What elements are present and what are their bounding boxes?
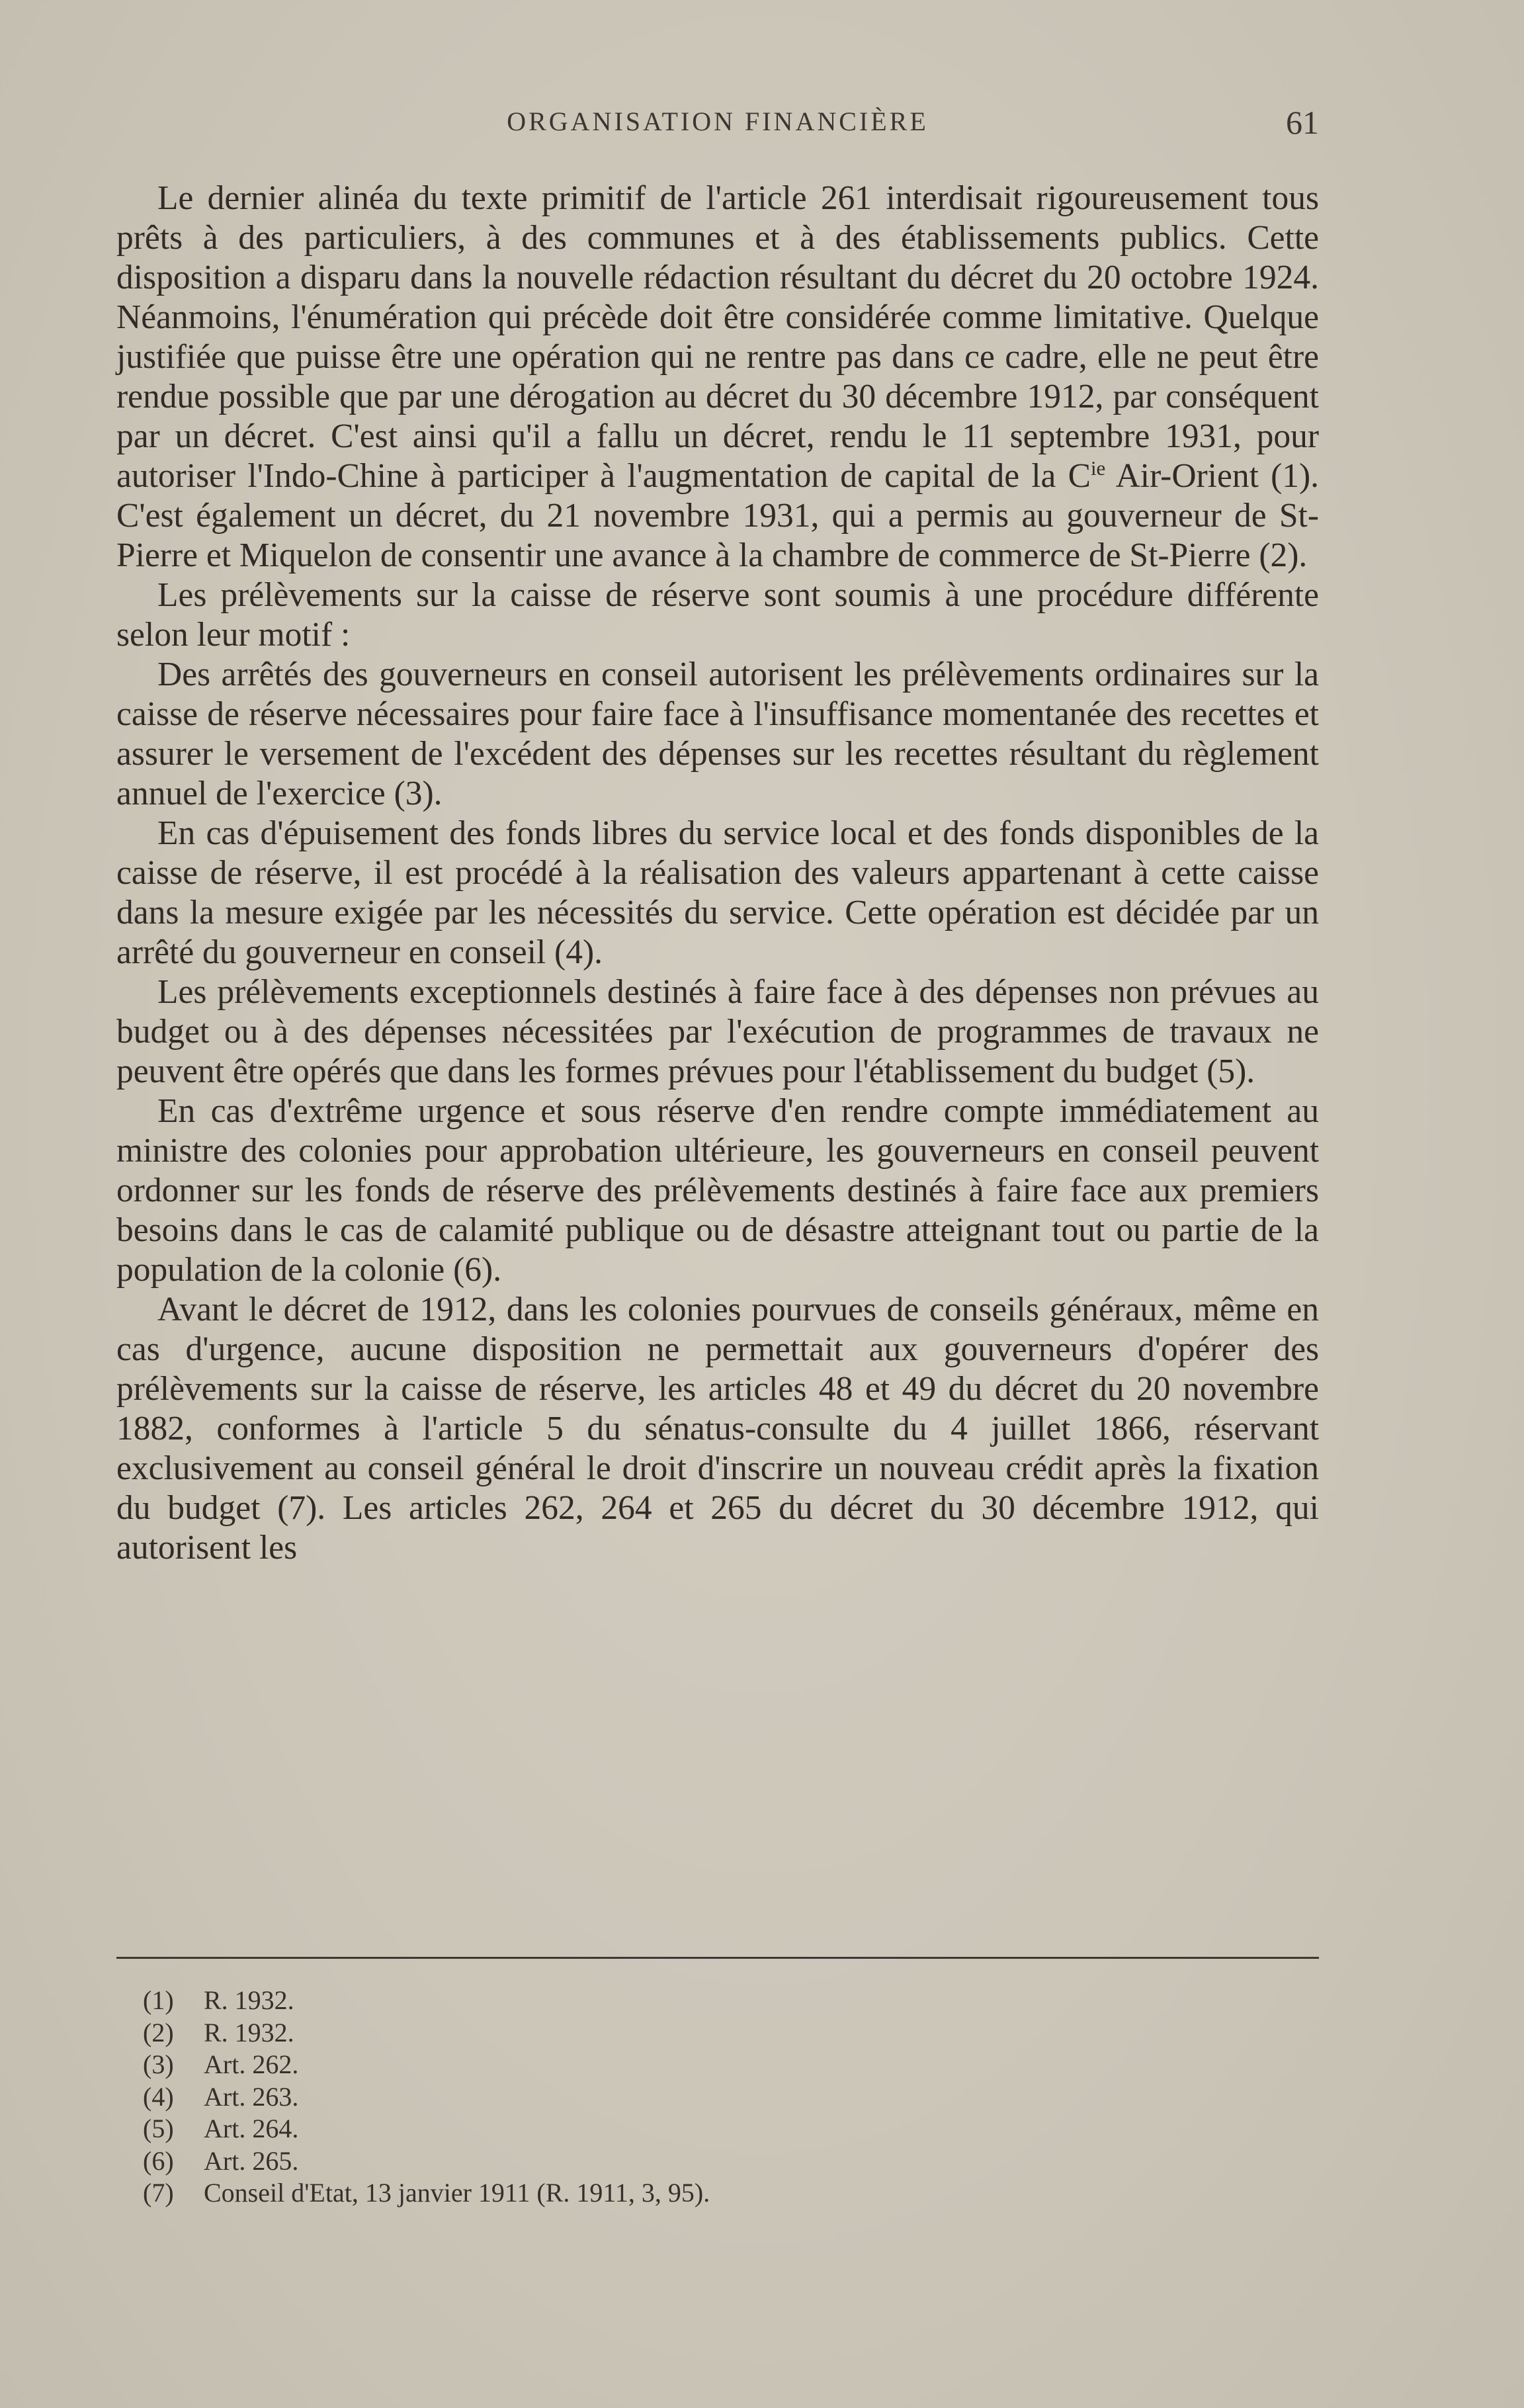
footnote-text: Art. 262.: [204, 2049, 299, 2079]
superscript-ie: ie: [1090, 456, 1106, 480]
footnote-number: (3): [143, 2049, 174, 2079]
paragraph-1: [116, 179, 1319, 576]
footnote-number: (4): [143, 2081, 174, 2112]
paragraph-1-text: Le dernier alinéa du texte primitif de l'article 261 interdisait rigoureusement tous prêts à des particuliers, à des communes et à des établissements publics. Cette disposition a disparu dans la nouvelle rédaction résultant du décret du 20 octobre 1924. Néanmoins, l'énumération qui précède doit être considérée comme limitative. Quelque justifiée que puisse être une opération qui ne rentre pas dans ce cadre, elle ne peut être rendue possible que par une dérogation au décret du 30 décembre 1912, par conséquent par un décret. C'est ainsi qu'il a fallu un décret, rendu le 11 septembre 1931, pour autoriser l'Indo-Chine à participer à l'augmentation de capital de la C: [116, 179, 1319, 495]
footnote-number: (1): [143, 1985, 174, 2015]
paragraph-5: Les prélèvements exceptionnels destinés à faire face à des dépenses non prévues au budget ou à des dépenses nécessitées par l'exécution de programmes de travaux ne peuvent être opérés que dans les formes prévues pour l'établissement du budget (5).: [116, 973, 1319, 1090]
footnote-6: [143, 2145, 1307, 2178]
footnote-number: (6): [143, 2145, 174, 2176]
footnote-4: [143, 2081, 1307, 2114]
body-text: [116, 179, 1319, 1568]
paragraph-7: Avant le décret de 1912, dans les colonies pourvues de conseils généraux, même en cas d'urgence, aucune disposition ne permettait aux gouverneurs d'opérer des prélèvements sur la caisse de réserve, les articles 48 et 49 du décret du 20 novembre 1882, conformes à l'article 5 du sénatus-consulte du 4 juillet 1866, réservant exclusivement au conseil général le droit d'inscrire un nouveau crédit après la fixation du budget (7). Les articles 262, 264 et 265 du décret du 30 décembre 1912, qui autorisent les: [116, 1291, 1319, 1567]
footnote-text: R. 1932.: [204, 1985, 294, 2015]
footnote-number: (2): [143, 2017, 174, 2047]
paragraph-3: Des arrêtés des gouverneurs en conseil autorisent les prélèvements ordinaires sur la caisse de réserve nécessaires pour faire face à l'insuffisance momentanée des recettes et assurer le versement de l'excédent des dépenses sur les recettes résultant du règlement annuel de l'exercice (3).: [116, 656, 1319, 812]
footnote-number: (5): [143, 2114, 174, 2143]
paragraph-2: Les prélèvements sur la caisse de réserve sont soumis à une procédure différente selon leur motif :: [116, 576, 1319, 654]
footnote-text: Art. 265.: [204, 2145, 299, 2176]
paragraph-6: En cas d'extrême urgence et sous réserve d'en rendre compte immédiatement au ministre des colonies pour approbation ultérieure, les gouverneurs en conseil peuvent ordonner sur les fonds de réserve des prélèvements destinés à faire face aux premiers besoins dans le cas de calamité publique ou de désastre atteignant tout ou partie de la population de la colonie (6).: [116, 1092, 1319, 1289]
footnote-1: [143, 1985, 1307, 2017]
page-number: 61: [1286, 104, 1319, 141]
footnote-2: [143, 2017, 1307, 2049]
footnote-number: (7): [143, 2178, 174, 2208]
paragraph-1-text-after: Air-Orient (1). C'est également un décret, du 21 novembre 1931, qui a permis au gouverneur de St-Pierre et Miquelon de consentir une avance à la chambre de commerce de St-Pierre (2).: [116, 457, 1319, 574]
footnote-text: R. 1932.: [204, 2017, 294, 2047]
footnotes: [143, 1985, 1307, 2210]
footnote-7: [143, 2177, 1307, 2210]
running-title: ORGANISATION FINANCIÈRE: [507, 107, 929, 136]
footnote-text: Art. 264.: [204, 2114, 299, 2143]
footnote-3: [143, 2049, 1307, 2081]
footnote-separator-rule: [116, 1957, 1319, 1959]
footnote-text: Conseil d'Etat, 13 janvier 1911 (R. 1911, 3, 95).: [204, 2178, 710, 2208]
page-header: [116, 106, 1319, 146]
footnote-text: Art. 263.: [204, 2081, 299, 2112]
footnote-5: [143, 2113, 1307, 2145]
paragraph-4: En cas d'épuisement des fonds libres du service local et des fonds disponibles de la caisse de réserve, il est procédé à la réalisation des valeurs appartenant à cette caisse dans la mesure exigée par les nécessités du service. Cette opération est décidée par un arrêté du gouverneur en conseil (4).: [116, 814, 1319, 971]
